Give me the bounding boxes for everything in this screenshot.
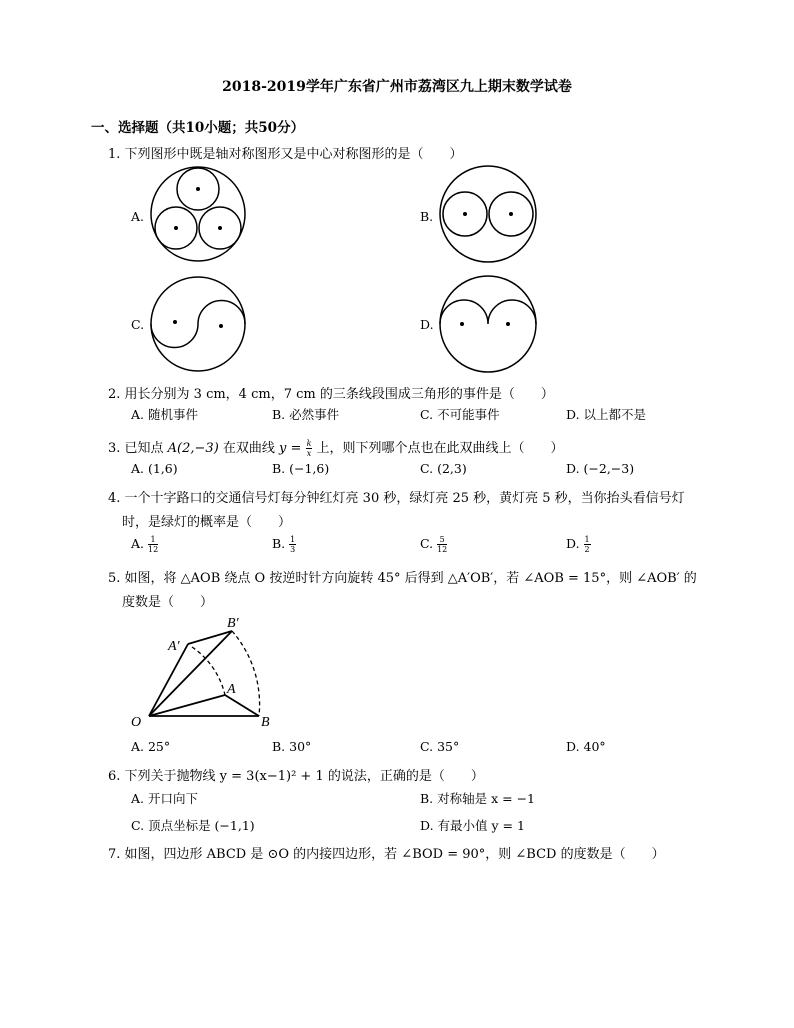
q3-option-b: B. (−1,6) — [272, 461, 330, 476]
q1-option-d-label: D. — [420, 317, 434, 332]
q4-option-a-numerator: 1 — [148, 535, 158, 545]
q4-option-a-label: A. — [131, 536, 145, 551]
q3-option-d: D. (−2,−3) — [566, 461, 635, 476]
q3-curve-lhs: y = — [279, 441, 306, 456]
q1-option-a-label: A. — [131, 209, 145, 224]
q2-option-b: B. 必然事件 — [272, 407, 340, 422]
question-1-stem: 1. 下列图形中既是轴对称图形又是中心对称图形的是（ ） — [108, 147, 463, 162]
q5-label-o: O — [131, 715, 142, 730]
q4-option-b — [272, 535, 296, 554]
q5-label-b: B — [261, 715, 270, 730]
q3-stem-part-b: 在双曲线 — [218, 441, 280, 456]
q4-option-b-label: B. — [272, 536, 286, 551]
q1-figure-d — [438, 276, 538, 376]
q4-option-d-fraction — [584, 535, 591, 554]
question-3-stem — [108, 437, 564, 458]
q1-option-b-label: B. — [420, 209, 434, 224]
q4-option-b-denominator: 3 — [290, 545, 296, 554]
question-6-stem: 6. 下列关于抛物线 y = 3(x−1)² + 1 的说法，正确的是（ ） — [108, 769, 484, 784]
q2-option-d: D. 以上都不是 — [566, 407, 647, 422]
q5-rotation-figure — [125, 612, 295, 737]
q4-option-b-fraction — [289, 535, 296, 554]
q3-fraction-denominator: x — [306, 449, 312, 458]
question-5-line-1: 5. 如图，将 △AOB 绕点 O 按逆时针方向旋转 45° 后得到 △A′OB′，若 ∠AOB = 15°，则 ∠AOB′ 的 — [108, 571, 697, 586]
q1-figure-b — [438, 166, 538, 266]
q3-stem-part-a: 3. 已知点 — [108, 441, 168, 456]
q5-label-a-prime: A′ — [168, 639, 180, 654]
q3-option-a: A. (1,6) — [131, 461, 178, 476]
q5-option-a: A. 25° — [131, 739, 171, 754]
question-7-stem: 7. 如图，四边形 ABCD 是 ⊙O 的内接四边形，若 ∠BOD = 90°，则 ∠BCD 的度数是（ ） — [108, 847, 665, 862]
q4-option-d — [566, 535, 591, 554]
q4-option-a — [131, 535, 158, 554]
q5-option-c: C. 35° — [420, 739, 460, 754]
q4-option-d-label: D. — [566, 536, 580, 551]
q3-fraction-numerator: k — [306, 439, 312, 448]
q4-option-d-numerator: 1 — [584, 535, 590, 544]
q4-option-c-denominator: 12 — [437, 545, 448, 554]
q4-option-c-numerator: 5 — [437, 535, 447, 545]
question-2-stem: 2. 用长分别为 3 cm，4 cm，7 cm 的三条线段围成三角形的事件是（ ） — [108, 387, 554, 402]
q4-option-a-fraction — [148, 535, 158, 554]
q6-option-b: B. 对称轴是 x = −1 — [420, 791, 536, 806]
question-4-line-1: 4. 一个十字路口的交通信号灯每分钟红灯亮 30 秒，绿灯亮 25 秒，黄灯亮 5 秒，当你抬头看信号灯 — [108, 491, 685, 506]
q6-option-c: C. 顶点坐标是 (−1,1) — [131, 818, 255, 833]
q4-option-c — [420, 535, 447, 554]
q1-option-c-label: C. — [131, 317, 145, 332]
q6-option-a: A. 开口向下 — [131, 791, 198, 806]
q3-point: A(2,−3) — [167, 441, 219, 456]
page-title: 2018-2019学年广东省广州市荔湾区九上期末数学试卷 — [222, 79, 572, 95]
q5-option-d: D. 40° — [566, 739, 606, 754]
q2-option-c: C. 不可能事件 — [420, 407, 500, 422]
q6-option-d: D. 有最小值 y = 1 — [420, 818, 525, 833]
q2-option-a: A. 随机事件 — [131, 407, 198, 422]
q5-option-b: B. 30° — [272, 739, 312, 754]
q4-option-a-denominator: 12 — [148, 545, 159, 554]
q1-figure-c — [150, 276, 250, 376]
q4-option-c-fraction — [437, 535, 447, 554]
section-heading: 一、选择题（共10小题；共50分） — [91, 120, 305, 136]
question-5-line-2: 度数是（ ） — [122, 595, 214, 610]
q5-label-a: A — [227, 682, 236, 697]
q3-stem-part-c: 上，则下列哪个点也在此双曲线上（ ） — [312, 441, 564, 456]
q4-option-b-numerator: 1 — [290, 535, 296, 544]
q4-option-c-label: C. — [420, 536, 434, 551]
q4-option-d-denominator: 2 — [584, 545, 590, 554]
q5-label-b-prime: B′ — [227, 616, 239, 631]
question-4-line-2: 时，是绿灯的概率是（ ） — [122, 515, 292, 530]
q3-option-c: C. (2,3) — [420, 461, 467, 476]
q1-figure-a — [150, 166, 250, 266]
